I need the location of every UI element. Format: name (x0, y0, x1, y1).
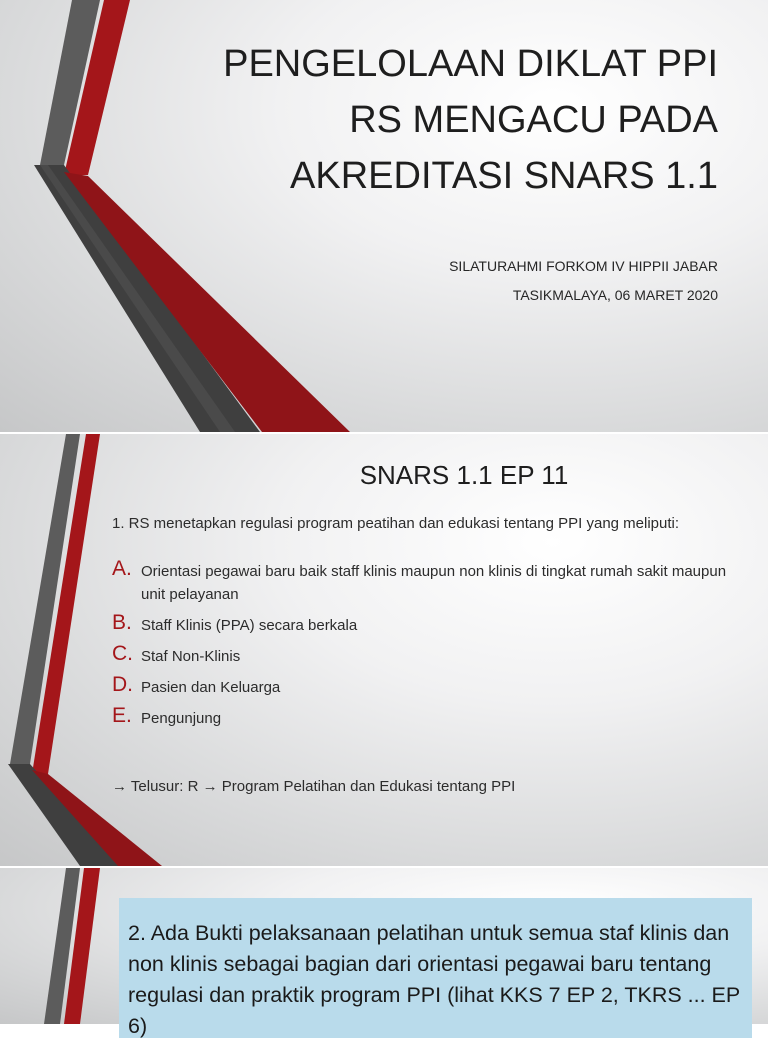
title-line: PENGELOLAAN DIKLAT PPI (223, 43, 718, 85)
item-text: Staff Klinis (PPA) secara berkala (141, 617, 358, 634)
trace-text: → Telusur: R → Program Pelatihan dan Edukasi tentang PPI (112, 778, 516, 795)
item-text: Pasien dan Keluarga (141, 679, 281, 696)
subtitle-line: SILATURAHMI FORKOM IV HIPPII JABAR (449, 258, 718, 274)
list-item (112, 611, 742, 637)
item-text: Pengunjung (141, 710, 222, 727)
item-letter: C. (112, 642, 133, 665)
list-item (112, 557, 742, 606)
subtitle-line: TASIKMALAYA, 06 MARET 2020 (512, 287, 718, 303)
title-slide (0, 0, 768, 432)
item-text: Staf Non-Klinis (141, 648, 241, 665)
box-text: 2. Ada Bukti pelaksanaan pelatihan untuk semua staf klinis dan non klinis sebagai bagian dari orientasi pegawai baru tentang regulasi dan praktik program PPI (lihat KKS 7 EP 2, TKRS ... EP 6) (128, 921, 740, 1038)
slide-title: SNARS 1.1 EP 11 (359, 460, 569, 490)
criteria-list (112, 557, 742, 738)
slide-title (98, 36, 718, 204)
intro-text: 1. RS menetapkan regulasi program peatihan dan edukasi tentang PPI yang meliputi: (112, 515, 680, 532)
list-item (112, 704, 742, 730)
highlight-box (119, 898, 752, 1038)
item-letter: A. (112, 557, 132, 580)
list-item (112, 673, 742, 699)
item-letter: E. (112, 704, 132, 727)
item-letter: D. (112, 673, 133, 696)
title-line: RS MENGACU PADA (349, 99, 718, 141)
content-slide (0, 434, 768, 866)
list-item (112, 642, 742, 668)
item-text: Orientasi pegawai baru baik staff klinis maupun non klinis di tingkat rumah sakit maupun unit pelayanan (141, 563, 727, 603)
content-slide (0, 868, 768, 1038)
title-line: AKREDITASI SNARS 1.1 (290, 155, 718, 197)
item-letter: B. (112, 611, 132, 634)
